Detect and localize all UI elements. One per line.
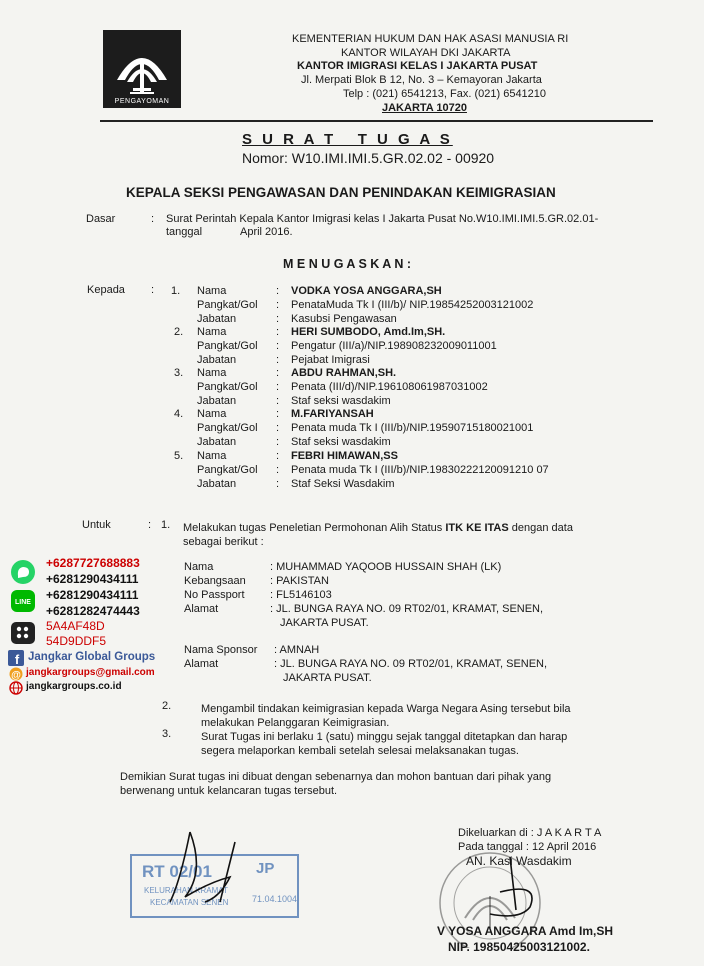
kepada-colon: : [151, 284, 155, 296]
foreigner-field-label: Kebangsaan [184, 575, 246, 587]
sponsor-address-line2: JAKARTA PUSAT. [283, 672, 372, 684]
email-address: jangkargroups@gmail.com [26, 667, 155, 678]
task-number: 1. [161, 519, 171, 531]
kepada-label: Kepada [87, 284, 125, 296]
person-jabatan: Staf seksi wasdakim [291, 395, 391, 407]
person-name: FEBRI HIMAWAN,SS [291, 450, 398, 462]
foreigner-field-label: Nama [184, 561, 214, 573]
task-1-status: ITK KE ITAS [445, 522, 509, 534]
issued-date: Pada tanggal : 12 April 2016 [458, 841, 597, 853]
foreigner-field-value: : PAKISTAN [270, 575, 329, 587]
person-number: 3. [174, 367, 184, 379]
task-number: 2. [162, 700, 172, 712]
issued-place: Dikeluarkan di : J A K A R T A [458, 827, 602, 839]
task-3-line2: segera melaporkan kembali setelah selesai melaksanakan tugas. [201, 745, 519, 757]
sponsor-address-label: Alamat [184, 658, 219, 670]
sponsor-address-value: : JL. BUNGA RAYA NO. 09 RT02/01, KRAMAT, SENEN, [274, 658, 548, 670]
office-address: Jl. Merpati Blok B 12, No. 3 – Kemayoran Jakarta [301, 74, 542, 86]
person-field-nama: Nama [197, 450, 227, 462]
svg-text:LINE: LINE [15, 599, 31, 606]
person-field-jabatan: Jabatan [197, 395, 237, 407]
stamp-date: 71.04.1004 [252, 894, 298, 904]
official-signature-icon [470, 852, 560, 922]
line-app-icon [10, 589, 36, 613]
contact-whatsapp-1: +6287727688883 [46, 556, 140, 570]
regional-office: KANTOR WILAYAH DKI JAKARTA [341, 47, 511, 59]
person-field-nama: Nama [197, 326, 227, 338]
letter-number: Nomor: W10.IMI.IMI.5.GR.02.02 - 00920 [242, 150, 495, 166]
person-field-jabatan: Jabatan [197, 478, 237, 490]
tree-emblem-icon [103, 30, 181, 108]
foreigner-field-value: : JL. BUNGA RAYA NO. 09 RT02/01, KRAMAT, SENEN, [270, 603, 544, 615]
person-field-pangkat: Pangkat/Gol [197, 340, 258, 352]
stamp-rt: RT 02/01 [142, 862, 212, 881]
untuk-colon: : [148, 519, 152, 531]
dasar-text-date: April 2016. [240, 226, 293, 238]
person-number: 1. [171, 285, 181, 297]
website: jangkargroups.co.id [26, 681, 122, 692]
menugaskan-heading: M E N U G A S K A N : [283, 257, 412, 271]
bbm-pin-2: 54D9DDF5 [46, 634, 107, 648]
task-1-line2: sebagai berikut : [183, 536, 264, 548]
foreigner-field-value: : FL5146103 [270, 589, 332, 601]
person-pangkat: Penata muda Tk I (III/b)/NIP.19830222120091210 07 [291, 464, 549, 476]
foreigner-field-label: Alamat [184, 603, 219, 615]
person-pangkat: Penata muda Tk I (III/b)/NIP.19590715180021001 [291, 422, 534, 434]
dasar-text-tanggal: tanggal [166, 226, 203, 238]
person-pangkat: Pengatur (III/a)/NIP.198908232009011001 [291, 340, 497, 352]
person-number: 5. [174, 450, 184, 462]
person-name: ABDU RAHMAN,SH. [291, 367, 397, 379]
person-field-nama: Nama [197, 408, 227, 420]
task-number: 3. [162, 728, 172, 740]
office-phone: Telp : (021) 6541213, Fax. (021) 6541210 [343, 88, 547, 100]
dasar-label: Dasar [86, 213, 116, 225]
task-2-line2: melakukan Pelanggaran Keimigrasian. [201, 717, 390, 729]
letter-title: S U R A T T U G A S [242, 131, 453, 148]
person-field-jabatan: Jabatan [197, 354, 237, 366]
person-field-jabatan: Jabatan [197, 436, 237, 448]
on-behalf: AN. Kasi Wasdakim [466, 854, 572, 868]
svg-text:@: @ [11, 670, 21, 681]
person-field-pangkat: Pangkat/Gol [197, 464, 258, 476]
task-1-text: Melakukan tugas Peneletian Permohonan Alih Status [183, 522, 443, 534]
email-icon [9, 667, 23, 681]
closing-line1: Demikian Surat tugas ini dibuat dengan sebenarnya dan mohon bantuan dari pihak yang [120, 771, 552, 783]
pengayoman-logo [103, 30, 181, 108]
contact-phone: +6281282474443 [46, 604, 140, 618]
person-name: M.FARIYANSAH [291, 408, 374, 420]
person-field-pangkat: Pangkat/Gol [197, 381, 258, 393]
bbm-icon [10, 621, 36, 645]
stamp-kelurahan: KELURAHAN KRAMAT [144, 886, 228, 895]
task-3-line1: Surat Tugas ini berlaku 1 (satu) minggu sejak tanggal ditetapkan dan harap [201, 731, 568, 743]
facebook-name: Jangkar Global Groups [28, 651, 156, 663]
sponsor-label: Nama Sponsor [184, 644, 258, 656]
ministry-name: KEMENTERIAN HUKUM DAN HAK ASASI MANUSIA RI [292, 33, 569, 45]
person-pangkat: Penata (III/d)/NIP.196108061987031002 [291, 381, 488, 393]
closing-line2: berwenang untuk kelancaran tugas tersebut. [120, 785, 338, 797]
person-number: 2. [174, 326, 184, 338]
person-field-nama: Nama [197, 367, 227, 379]
person-field-pangkat: Pangkat/Gol [197, 299, 258, 311]
person-field-nama: Nama [197, 285, 227, 297]
person-name: VODKA YOSA ANGGARA,SH [291, 285, 442, 297]
heading: KEPALA SEKSI PENGAWASAN DAN PENINDAKAN KEIMIGRASIAN [126, 185, 556, 200]
person-number: 4. [174, 408, 184, 420]
person-jabatan: Pejabat Imigrasi [291, 354, 370, 366]
untuk-label: Untuk [82, 519, 111, 531]
facebook-icon [8, 650, 24, 666]
task-1-text-end: dengan data [511, 522, 573, 534]
person-field-jabatan: Jabatan [197, 313, 237, 325]
office-city: JAKARTA 10720 [382, 102, 467, 114]
foreigner-field-label: No Passport [184, 589, 245, 601]
person-jabatan: Staf Seksi Wasdakim [291, 478, 395, 490]
contact-line: +6281290434111 [46, 588, 139, 602]
contact-whatsapp-2: +6281290434111 [46, 572, 139, 586]
whatsapp-icon [10, 559, 36, 585]
person-pangkat: PenataMuda Tk I (III/b)/ NIP.19854252003121002 [291, 299, 534, 311]
stamp-jp: JP [256, 860, 275, 877]
logo-label: PENGAYOMAN [114, 98, 170, 105]
sponsor-value: : AMNAH [274, 644, 320, 656]
person-jabatan: Staf seksi wasdakim [291, 436, 391, 448]
foreigner-field-value: : MUHAMMAD YAQOOB HUSSAIN SHAH (LK) [270, 561, 502, 573]
dasar-text-line1: Surat Perintah Kepala Kantor Imigrasi kelas I Jakarta Pusat No.W10.IMI.IMI.5.GR.02.01- [166, 213, 599, 225]
svg-text:f: f [14, 652, 20, 666]
header-divider [100, 120, 653, 122]
task-2-line1: Mengambil tindakan keimigrasian kepada Warga Negara Asing tersebut bila [201, 703, 571, 715]
person-name: HERI SUMBODO, Amd.Im,SH. [291, 326, 446, 338]
bbm-pin-1: 5A4AF48D [46, 619, 105, 633]
signatory-nip: NIP. 19850425003121002. [448, 940, 590, 954]
document-page: PENGAYOMAN KEMENTERIAN HUKUM DAN HAK ASASI MANUSIA RI KANTOR WILAYAH DKI JAKARTA KANTOR IMIGRASI KELAS I JAKARTA PUSAT Jl. Merpati Blok B 12, No. 3 – Kemayoran Jakarta Telp : (021) 6541213, Fax. (021) 6541210 JAKARTA 10720 S U R A T T U G A S Nomor: W10.IMI.IMI.5.GR.02.02 - 00920 KEPALA SEKSI PENGAWASAN DAN PENINDAKAN KEIMIGRASIAN Dasar : Surat Perintah Kepala Kantor Imigrasi kelas I Jakarta Pusat No.W10.IMI.IMI.5.GR.02.01- tanggal April 2016. M E N U G A S K A N : Kepada : 1. Nama : VODKA YOSA ANGGARA,SH Pangkat/Gol : PenataMuda Tk I (III/b)/ NIP.19854252003121002 Jabatan : Kasubsi Pengawasan 2. Nama : HERI SUMBODO, Amd.Im,SH. Pangkat/Gol : Pengatur (III/a)/NIP.198908232009011001 Jabatan : Pejabat Imigrasi 3. Nama : ABDU RAHMAN,SH. Pangkat/Gol : Penata (III/d)/NIP.196108061987031002 Jabatan : Staf seksi wasdakim 4. Nama : M.FARIYANSAH Pangkat/Gol : Penata muda Tk I (III/b)/NIP.19590715180021001 Jabatan : Staf seksi wasdakim 5. Nama : FEBRI HIMAWAN,SS Pangkat/Gol : Penata muda Tk I (III/b)/NIP.19830222120091210 07 Jabatan : Staf Seksi Wasdakim Untuk : 1. Melakukan tugas Peneletian Permohonan Alih Status ITK KE ITAS dengan data sebagai berikut : Nama : MUHAMMAD YAQOOB HUSSAIN SHAH (LK) Kebangsaan : PAKISTAN No Passport : FL5146103 Alamat : JL. BUNGA RAYA NO. 09 RT02/01, KRAMAT, SENEN, JAKARTA PUSAT. Nama Sponsor : AMNAH Alamat : JL. BUNGA RAYA NO. 09 RT02/01, KRAMAT, SENEN, JAKARTA PUSAT. 2. Mengambil tindakan keimigrasian kepada Warga Negara Asing tersebut bila melakukan Pelanggaran Keimigrasian. 3. Surat Tugas ini berlaku 1 (satu) minggu sejak tanggal ditetapkan dan harap segera melaporkan kembali setelah selesai melaksanakan tugas. Demikian Surat tugas ini dibuat dengan sebenarnya dan mohon bantuan dari pihak yang berwenang untuk kelancaran tugas tersebut. Dikeluarkan di : J A K A R T A Pada tanggal : 12 April 2016 AN. Kasi Wasdakim V YOSA ANGGARA Amd Im,SH NIP. 19850425003121002. RT 02/01 JP KELURAHAN KRAMAT KECAMATAN SENEN 71.04.1004 +6287727688883 +6281290434111 LINE +6281290434111 +6281282474443 5A4AF48D 54D9DDF5 f Jangkar Global Groups @ jangkargroups@gmail.com jangkargroups.co.id [0, 0, 704, 966]
dasar-colon: : [151, 213, 155, 225]
person-jabatan: Kasubsi Pengawasan [291, 313, 397, 325]
office-name: KANTOR IMIGRASI KELAS I JAKARTA PUSAT [297, 60, 538, 72]
foreigner-address-line2: JAKARTA PUSAT. [280, 617, 369, 629]
web-globe-icon [9, 681, 23, 695]
rt-signature-icon [150, 822, 250, 922]
person-field-pangkat: Pangkat/Gol [197, 422, 258, 434]
signatory-name: V YOSA ANGGARA Amd Im,SH [437, 924, 614, 938]
stamp-kecamatan: KECAMATAN SENEN [150, 898, 229, 907]
